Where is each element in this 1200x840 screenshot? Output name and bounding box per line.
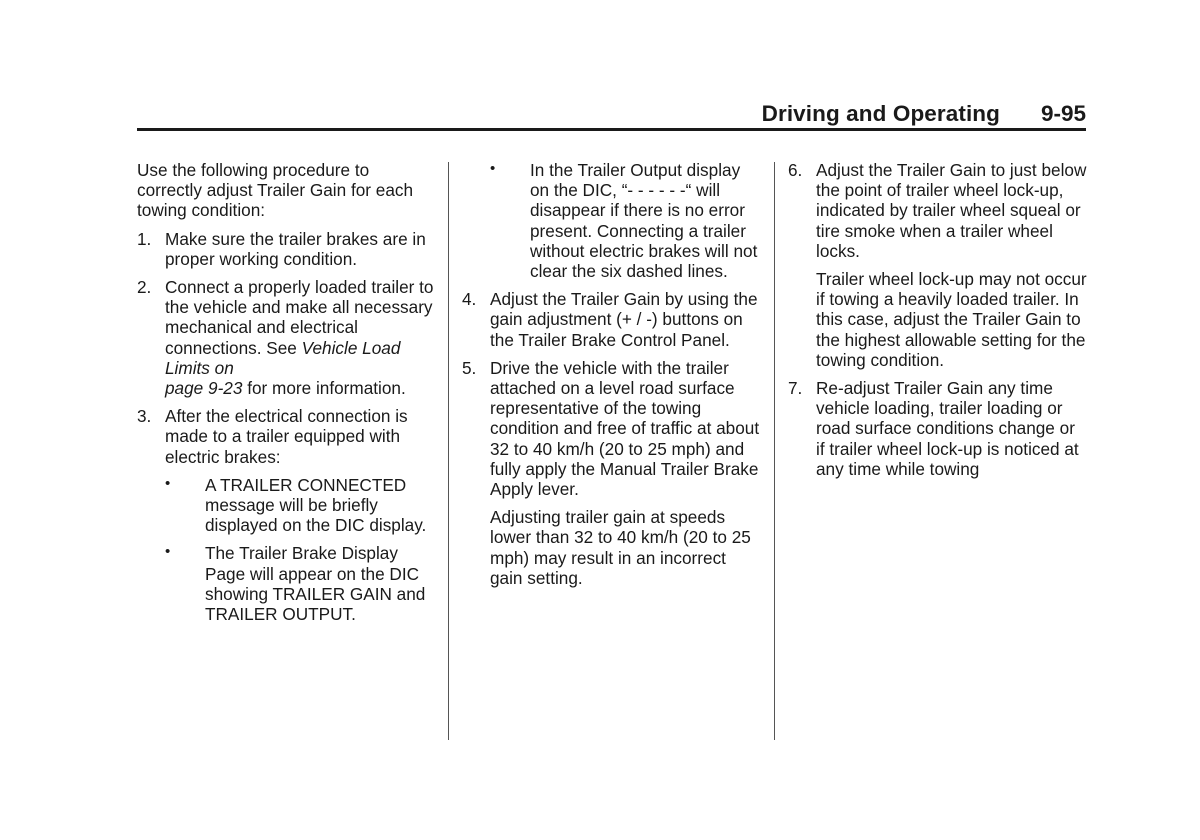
step-note: Adjusting trailer gain at speeds lower than 32 to 40 km/h (20 to 25 mph) may result in an incorrect gain setting. [490,507,751,588]
column-3 [788,160,1088,487]
bullet-text: A TRAILER CONNECTED message will be briefly displayed on the DIC display. [205,474,427,536]
step-text: Adjust the Trailer Gain to just below the point of trailer wheel lock-up, indicated by trailer wheel squeal or tire smoke when a trailer wheel locks. [816,160,1087,261]
header-rule [137,128,1086,131]
step-1 [137,229,437,269]
step-note: Trailer wheel lock-up may not occur if towing a heavily loaded trailer. In this case, adjust the Trailer Gain to the highest allowable setting for the towing condition. [816,269,1087,370]
step-text-after: for more information. [242,378,406,399]
column-divider-right [774,162,775,740]
step-text: Drive the vehicle with the trailer attached on a level road surface representative of the towing condition and free of traffic at about 32 to 40 km/h (20 to 25 mph) and fully apply the Manual Trailer Brake Apply lever. [490,357,760,500]
bullet-icon: • [165,543,171,561]
step-6 [788,160,1088,370]
column-2 [462,160,760,596]
bullet-icon: • [490,160,496,177]
step-number: 1. [137,228,152,249]
step-text: Make sure the trailer brakes are in proper working condition. [165,228,426,269]
intro-paragraph: Use the following procedure to correctly adjust Trailer Gain for each towing condition: [137,160,414,221]
step-number: 5. [462,357,477,378]
bullet-text: The Trailer Brake Display Page will appear on the DIC showing TRAILER GAIN and TRAILER OUTPUT. [205,543,426,625]
step-4 [462,289,760,350]
step-3 [137,406,437,467]
cross-reference-page: page 9-23 [165,378,243,399]
step-number: 2. [137,277,152,298]
step-number: 7. [788,378,803,399]
step-number: 3. [137,406,152,427]
step-text: Adjust the Trailer Gain by using the gain adjustment (+ / -) buttons on the Trailer Brake Control Panel. [490,289,758,350]
step-number: 4. [462,289,477,310]
step-number: 6. [788,160,803,180]
bullet-item [490,160,760,281]
bullet-text: In the Trailer Output display on the DIC, “- - - - - -“ will disappear if there is no error present. Connecting a trailer without electric brakes will not clear the six dashed lines. [530,160,758,282]
page-number: 9-95 [1040,101,1086,126]
bullet-item [165,543,437,624]
step-text: After the electrical connection is made to a trailer equipped with electric brakes: [165,406,408,467]
section-title: Driving and Operating [761,101,1000,126]
step-2 [137,277,437,398]
bullet-item [165,475,437,536]
step-text [165,277,437,398]
step-5 [462,358,760,588]
step-text: Re-adjust Trailer Gain any time vehicle loading, trailer loading or road surface conditions change or if trailer wheel lock-up is noticed at any time while towing [816,378,1079,479]
column-divider-left [448,162,449,740]
step-text-before: Connect a properly loaded trailer to the vehicle and make all necessary mechanical and electrical connections. See [165,277,434,358]
column-1 [137,160,437,632]
bullet-icon: • [165,474,171,492]
step-7 [788,378,1088,479]
cross-reference-title: Vehicle Load Limits on [165,337,401,378]
